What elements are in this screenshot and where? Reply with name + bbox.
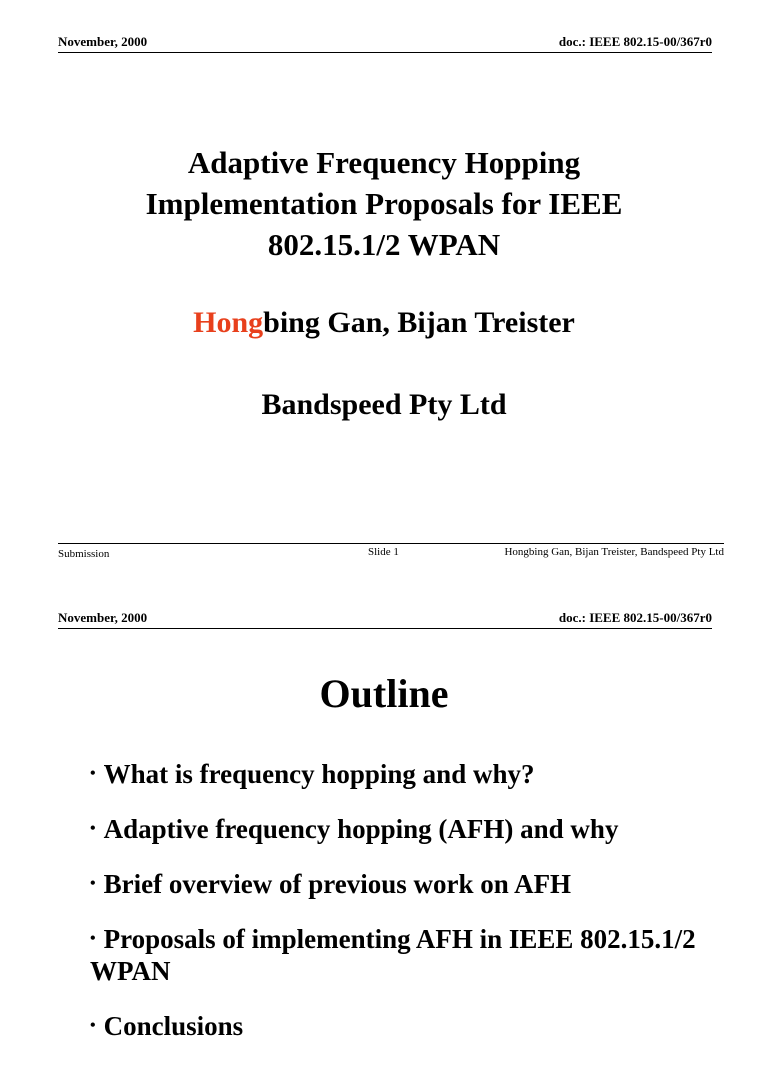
bullet-icon: • <box>90 820 96 837</box>
author-highlight: Hong <box>193 306 264 339</box>
author-rest: bing Gan, Bijan Treister <box>263 306 575 339</box>
list-item: • Adaptive frequency hopping (AFH) and why <box>90 814 619 844</box>
header-doc-id: doc.: IEEE 802.15-00/367r0 <box>558 610 712 625</box>
bullet-icon: • <box>90 765 96 782</box>
footer-submission: Submission <box>58 548 110 560</box>
bullet-icon: • <box>90 930 96 947</box>
bullet-icon: • <box>90 875 96 892</box>
outline-bullet-list <box>90 758 728 1065</box>
list-item: • Brief overview of previous work on AFH <box>90 869 572 899</box>
authors <box>0 306 768 340</box>
title-line-2: Implementation Proposals for IEEE <box>145 186 623 221</box>
slide-2-header <box>58 608 712 629</box>
slide-1-footer <box>58 543 724 574</box>
slide-1-header <box>58 32 712 53</box>
list-item: • What is frequency hopping and why? <box>90 759 535 789</box>
list-item: • Conclusions <box>90 1011 244 1041</box>
header-date: November, 2000 <box>58 34 148 49</box>
company-name: Bandspeed Pty Ltd <box>261 388 507 421</box>
title-line-1: Adaptive Frequency Hopping <box>187 145 581 180</box>
header-doc-id: doc.: IEEE 802.15-00/367r0 <box>558 34 712 49</box>
slide-1-title <box>0 142 768 265</box>
footer-slide-number: Slide 1 <box>368 546 399 558</box>
footer-authors: Hongbing Gan, Bijan Treister, Bandspeed Pty Ltd <box>504 546 724 558</box>
slide-2 <box>0 600 768 1041</box>
title-line-3: 802.15.1/2 WPAN <box>267 227 501 262</box>
list-item: • Proposals of implementing AFH in IEEE 802.15.1/2 WPAN <box>90 924 696 986</box>
outline-title: Outline <box>319 671 449 716</box>
bullet-icon: • <box>90 1017 96 1034</box>
header-date: November, 2000 <box>58 610 148 625</box>
